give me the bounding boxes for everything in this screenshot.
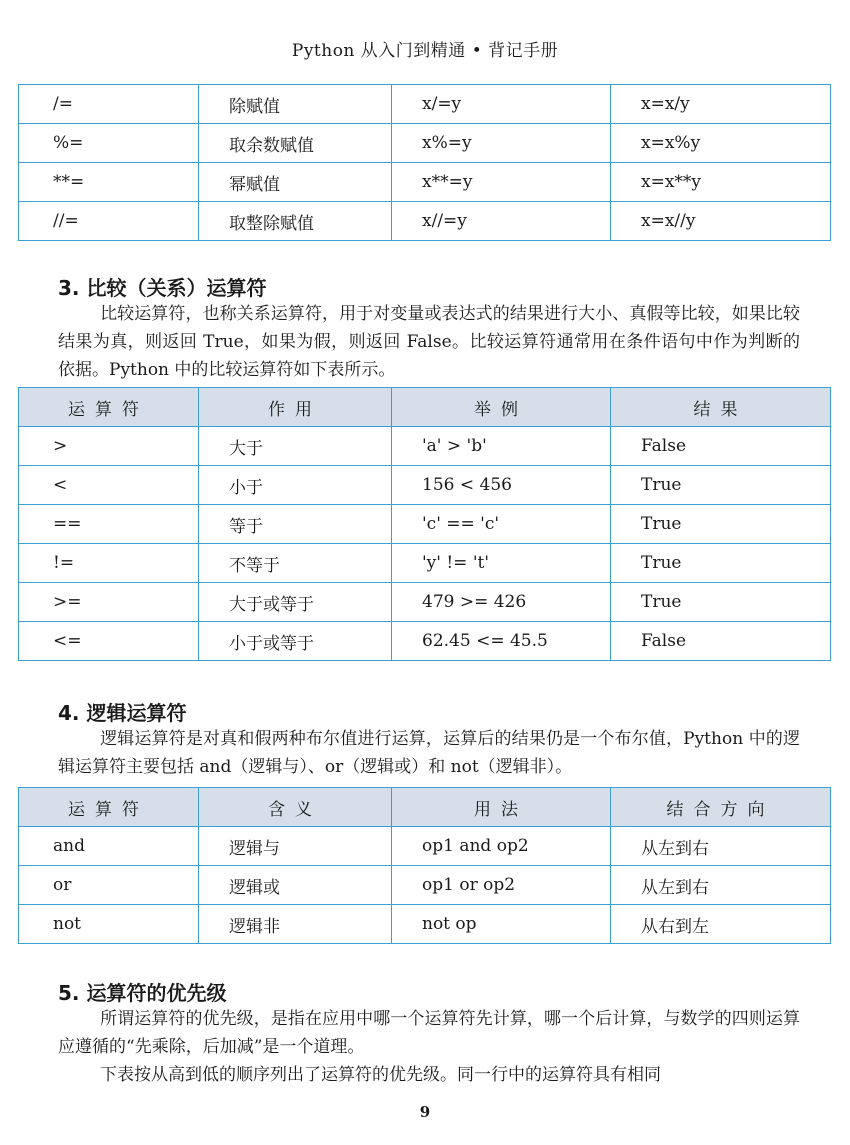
table-cell: 等于 [199,505,392,544]
paragraph [58,1061,800,1089]
table-row [19,622,831,661]
column-header: 运算符 [19,388,199,427]
logical-operators-table [18,787,831,944]
table-cell: 小于或等于 [199,622,392,661]
table-row [19,544,831,583]
table-cell: True [611,505,831,544]
table-cell: 大于或等于 [199,583,392,622]
table-cell: or [19,866,199,905]
table-cell: x/=y [392,85,611,124]
table-row [19,202,831,241]
column-header: 结合方向 [611,788,831,827]
page-number: 9 [419,1103,431,1121]
table-cell: True [611,583,831,622]
table-header-row [19,788,831,827]
table-cell: True [611,466,831,505]
paragraph-text: 比较运算符，也称关系运算符，用于对变量或表达式的结果进行大小、真假等比较，如果比较结果为真，则返回 True，如果为假，则返回 False。比较运算符通常用在条件语句中作为判断的依据。Python 中的比较运算符如下表所示。 [58,304,800,380]
table-row [19,466,831,505]
table-cell: 'y' != 't' [392,544,611,583]
table-cell: 除赋值 [199,85,392,124]
paragraph [58,725,800,781]
table-cell: 取余数赋值 [199,124,392,163]
paragraph [58,300,800,384]
column-header: 含义 [199,788,392,827]
table-cell: 156 < 456 [392,466,611,505]
section-title: 4. 逻辑运算符 [58,701,187,725]
column-header: 用法 [392,788,611,827]
table-cell: 逻辑非 [199,905,392,944]
table-cell: 从右到左 [611,905,831,944]
table-cell: x=x//y [611,202,831,241]
section-title: 5. 运算符的优先级 [58,981,227,1005]
table-row [19,827,831,866]
table-cell: x=x/y [611,85,831,124]
table-cell: %= [19,124,199,163]
table-cell: True [611,544,831,583]
table-cell: 'c' == 'c' [392,505,611,544]
table-cell: 'a' > 'b' [392,427,611,466]
table-cell: 大于 [199,427,392,466]
table-cell: >= [19,583,199,622]
table-cell: False [611,427,831,466]
table-cell: //= [19,202,199,241]
table-cell: 从左到右 [611,866,831,905]
column-header: 结果 [611,388,831,427]
table-cell: op1 or op2 [392,866,611,905]
table-cell: x=x%y [611,124,831,163]
table-cell: != [19,544,199,583]
table-cell: x**=y [392,163,611,202]
table-cell: /= [19,85,199,124]
table-header-row [19,388,831,427]
column-header: 运算符 [19,788,199,827]
table-cell: and [19,827,199,866]
table-row [19,124,831,163]
table-cell: 479 >= 426 [392,583,611,622]
table-cell: 不等于 [199,544,392,583]
table-row [19,583,831,622]
table-cell: x//=y [392,202,611,241]
table-cell: x%=y [392,124,611,163]
table-cell: op1 and op2 [392,827,611,866]
table-cell: 幂赋值 [199,163,392,202]
table-row [19,905,831,944]
table-cell: 逻辑或 [199,866,392,905]
table-row [19,85,831,124]
table-cell: 62.45 <= 45.5 [392,622,611,661]
table-cell: == [19,505,199,544]
table-cell: 逻辑与 [199,827,392,866]
paragraph-text: 下表按从高到低的顺序列出了运算符的优先级。同一行中的运算符具有相同 [100,1065,661,1085]
table-row [19,427,831,466]
table-cell: **= [19,163,199,202]
table-cell: 从左到右 [611,827,831,866]
table-cell: <= [19,622,199,661]
column-header: 作用 [199,388,392,427]
paragraph-text: 所谓运算符的优先级，是指在应用中哪一个运算符先计算，哪一个后计算，与数学的四则运算应遵循的“先乘除，后加减”是一个道理。 [58,1009,800,1057]
table-cell: x=x**y [611,163,831,202]
table-row [19,505,831,544]
table-cell: False [611,622,831,661]
page-header: Python 从入门到精通 • 背记手册 [291,41,559,61]
column-header: 举例 [392,388,611,427]
table-cell: not op [392,905,611,944]
table-cell: 取整除赋值 [199,202,392,241]
table-cell: not [19,905,199,944]
assign-operators-table [18,84,831,241]
table-cell: < [19,466,199,505]
section-title: 3. 比较（关系）运算符 [58,276,267,300]
table-cell: 小于 [199,466,392,505]
comparison-operators-table [18,387,831,661]
paragraph [58,1005,800,1061]
table-row [19,866,831,905]
table-cell: > [19,427,199,466]
table-row [19,163,831,202]
paragraph-text: 逻辑运算符是对真和假两种布尔值进行运算，运算后的结果仍是一个布尔值，Python 中的逻辑运算符主要包括 and（逻辑与）、or（逻辑或）和 not（逻辑非）。 [58,729,800,777]
